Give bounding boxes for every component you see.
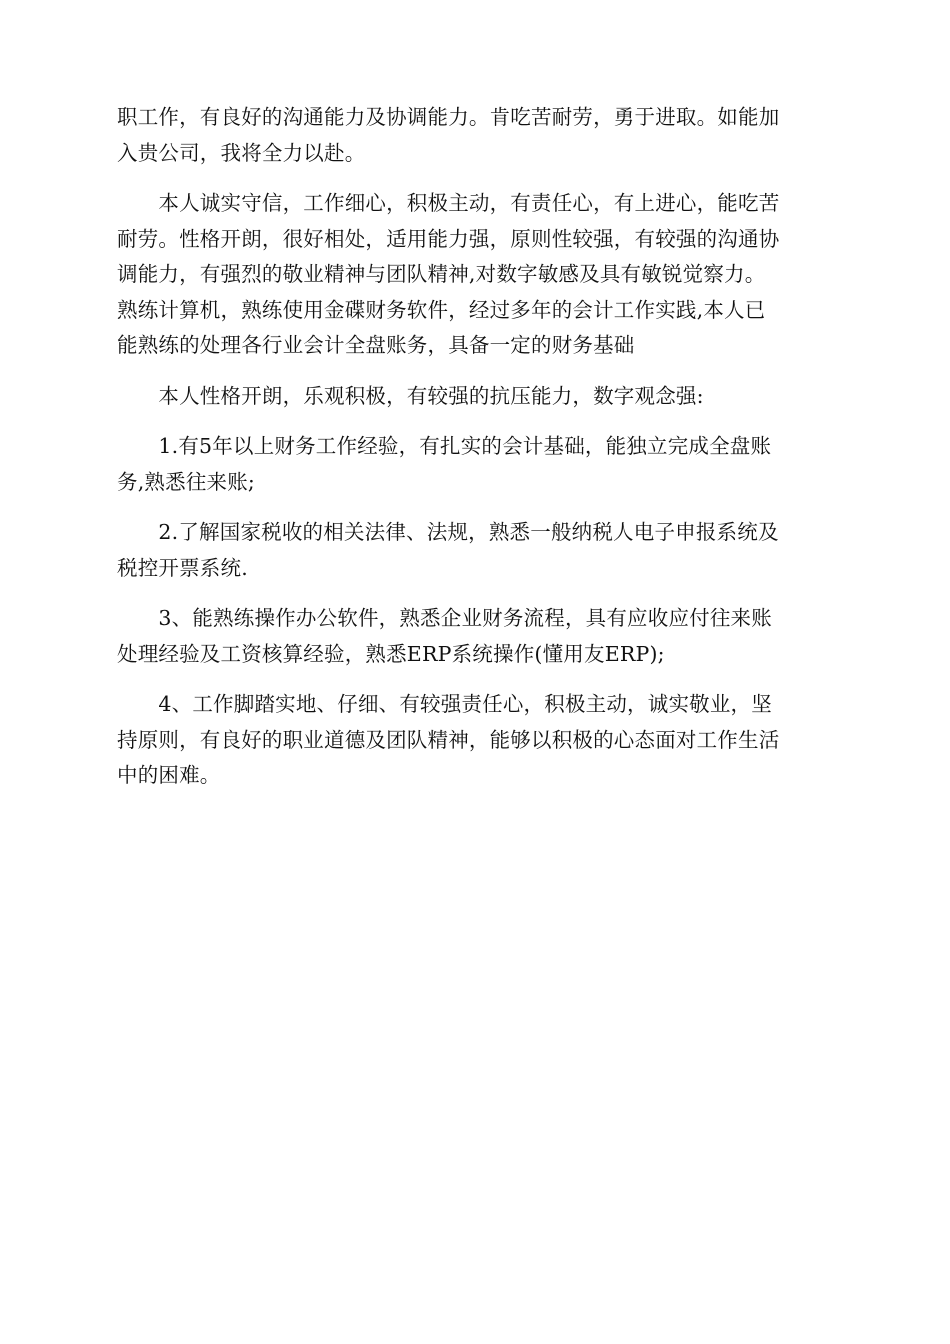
document-body <box>117 100 835 809</box>
list-item-2: 2.了解国家税收的相关法律、法规，熟悉一般纳税人电子申报系统及 税控开票系统. <box>117 520 779 580</box>
list-item-3: 3、能熟练操作办公软件，熟悉企业财务流程，具有应收应付往来账 处理经验及工资核算经验，熟悉ERP系统操作(懂用友ERP); <box>117 606 772 666</box>
paragraph-continuation: 职工作，有良好的沟通能力及协调能力。肯吃苦耐劳，勇于进取。如能加 入贵公司，我将全力以赴。 <box>117 105 780 165</box>
paragraph-personality: 本人性格开朗，乐观积极，有较强的抗压能力，数字观念强: <box>117 383 704 408</box>
list-item-1: 1.有5年以上财务工作经验，有扎实的会计基础，能独立完成全盘账 务,熟悉往来账; <box>117 434 772 494</box>
list-item-4: 4、工作脚踏实地、仔细、有较强责任心，积极主动，诚实敬业，坚 持原则，有良好的职业道德及团队精神，能够以积极的心态面对工作生活 中的困难。 <box>117 692 780 787</box>
paragraph-self-introduction: 本人诚实守信，工作细心，积极主动，有责任心，有上进心，能吃苦 耐劳。性格开朗，很好相处，适用能力强，原则性较强，有较强的沟通协 调能力，有强烈的敬业精神与团队精神,对数字敏感及具有敏锐觉察力。 熟练计算机，熟练使用金碟财务软件，经过多年的会计工作实践,本人已 能熟练的处理各行业会计全盘账务，具备一定的财务基础 <box>117 191 780 357</box>
